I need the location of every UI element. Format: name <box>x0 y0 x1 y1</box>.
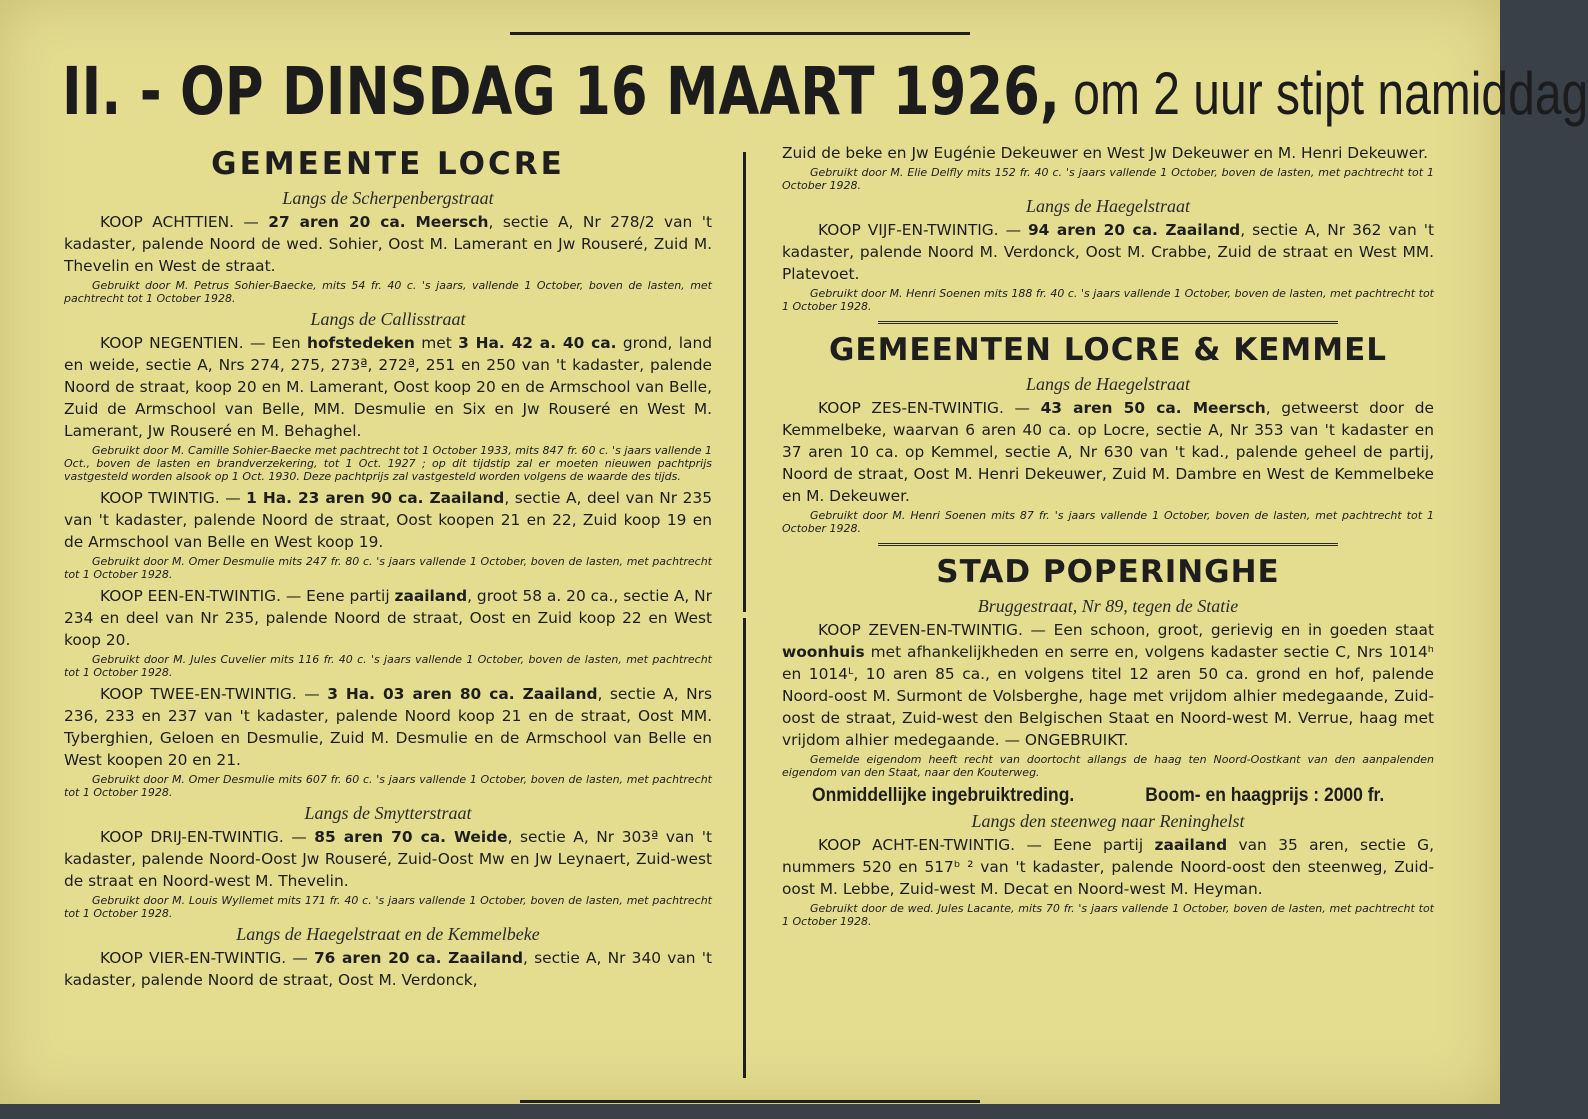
lot-18: KOOP ACHTTIEN. — 27 aren 20 ca. Meersch, sectie A, Nr 278/2 van 't kadaster, palende Noord de wed. Sohier, Oost M. Lamerant en Jw Rouseré, Zuid M. Thevelin en West de straat. <box>64 213 712 275</box>
lot-26: KOOP ZES-EN-TWINTIG. — 43 aren 50 ca. Meersch, getweerst door de Kemmelbeke, waarvan 6 aren 40 ca. op Locre, sectie A, Nr 353 van 't kadaster en 37 aren 10 ca. op Kemmel, sectie A, Nr 630 van 't kad., palende geheel de partij, Noord de straat, Oost M. Henri Dekeuwer, Zuid M. Dambre en West de Kemmelbeke en M. Dekeuwer. <box>782 399 1434 505</box>
section-title-poperinghe: STAD POPERINGHE <box>936 554 1280 590</box>
right-column <box>782 142 1434 932</box>
street-heading: Langs de Smytterstraat <box>304 803 472 823</box>
double-rule <box>878 321 1338 324</box>
lot-28-note: Gebruikt door de wed. Jules Lacante, mits 70 fr. 's jaars vallende 1 October, boven de lasten, met pachtrecht tot 1 October 1928. <box>782 902 1434 928</box>
street-heading: Langs de Haegelstraat <box>1026 374 1190 394</box>
street-heading: Bruggestraat, Nr 89, tegen de Statie <box>977 596 1239 616</box>
lot-20-note: Gebruikt door M. Omer Desmulie mits 247 fr. 80 c. 's jaars vallende 1 October, boven de lasten, met pachtrecht tot 1 October 1928. <box>64 555 712 581</box>
lot-20: KOOP TWINTIG. — 1 Ha. 23 aren 90 ca. Zaailand, sectie A, deel van Nr 235 van 't kadaster, palende Noord de straat, Oost koopen 21 en 22, Zuid koop 19 en de Armschool van Belle en West koop 19. <box>64 489 713 551</box>
lot-19: KOOP NEGENTIEN. — Een hofstedeken met 3 Ha. 42 a. 40 ca. grond, land en weide, sectie A, Nrs 274, 275, 273ª, 272ª, 251 en 250 van 't kadaster, palende Noord de straat, koop 20 en M. Lamerant, Oost koop 20 en de Armschool van Belle, Zuid de Armschool van Belle, MM. Desmulie en Six en Jw Rouseré en West M. Lamerant, Jw Rouseré en M. Behaghel. <box>64 334 713 440</box>
headline-tail: om 2 uur stipt namiddag <box>1059 60 1588 127</box>
lot-25: KOOP VIJF-EN-TWINTIG. — 94 aren 20 ca. Zaailand, sectie A, Nr 362 van 't kadaster, palende Noord M. Verdonck, Oost M. Crabbe, Zuid de straat en West MM. Platevoet. <box>782 221 1434 283</box>
street-heading: Langs de Callisstraat <box>310 309 466 329</box>
terms-line <box>812 785 1384 807</box>
bottom-rule <box>520 1100 980 1103</box>
lot-24-continued: Zuid de beke en Jw Eugénie Dekeuwer en West Jw Dekeuwer en M. Henri Dekeuwer. <box>782 144 1429 162</box>
lot-24: KOOP VIER-EN-TWINTIG. — 76 aren 20 ca. Zaailand, sectie A, Nr 340 van 't kadaster, palende Noord de straat, Oost M. Verdonck, <box>64 949 712 989</box>
terms-right: Boom- en haagprijs : 2000 fr. <box>1145 785 1385 806</box>
lot-21-note: Gebruikt door M. Jules Cuvelier mits 116 fr. 40 c. 's jaars vallende 1 October, boven de lasten, met pachtrecht tot 1 October 1928. <box>64 653 712 679</box>
lot-19-note: Gebruikt door M. Camille Sohier-Baecke met pachtrecht tot 1 October 1933, mits 847 fr. 60 c. 's jaars vallende 1 Oct., boven de lasten en brandverzekering, tot 1 Oct. 1927 ; op dit tijdstip zal er moeten nieuwen pachtprijs vastgesteld worden alsook op 1 Oct. 1930. Deze pachtprijs zal vastgesteld worden volgens de waarde des tijds. <box>64 444 712 483</box>
lot-22: KOOP TWEE-EN-TWINTIG. — 3 Ha. 03 aren 80 ca. Zaailand, sectie A, Nrs 236, 233 en 237 van 't kadaster, palende Noord koop 21 en de straat, Oost MM. Tyberghien, Geloen en Desmulie, Zuid M. Desmulie en de Armschool van Belle en West koopen 20 en 21. <box>64 685 712 769</box>
lot-25-note: Gebruikt door M. Henri Soenen mits 188 fr. 40 c. 's jaars vallende 1 October, boven de lasten, met pachtrecht tot 1 October 1928. <box>782 287 1434 313</box>
lot-18-note: Gebruikt door M. Petrus Sohier-Baecke, mits 54 fr. 40 c. 's jaars, vallende 1 October, boven de lasten, met pachtrecht tot 1 October 1928. <box>64 279 712 305</box>
lot-21: KOOP EEN-EN-TWINTIG. — Eene partij zaailand, groot 58 a. 20 ca., sectie A, Nr 234 en deel van Nr 235, palende Noord de straat, Oost en Zuid koop 22 en West koop 20. <box>64 587 712 649</box>
top-rule <box>510 32 970 35</box>
lot-22-note: Gebruikt door M. Omer Desmulie mits 607 fr. 60 c. 's jaars vallende 1 October, boven de lasten, met pachtrecht tot 1 October 1928. <box>64 773 712 799</box>
double-rule <box>878 543 1338 546</box>
headline <box>62 52 1588 132</box>
lot-23: KOOP DRIJ-EN-TWINTIG. — 85 aren 70 ca. Weide, sectie A, Nr 303ª van 't kadaster, palende Noord-Oost Jw Rouseré, Zuid-Oost Mw en Jw Leynaert, Zuid-west de straat en Noord-west M. Thevelin. <box>64 828 713 890</box>
street-heading: Langs de Haegelstraat <box>1026 196 1190 216</box>
headline-main: II. - OP DINSDAG 16 MAART 1926, <box>62 53 1060 130</box>
lot-27: KOOP ZEVEN-EN-TWINTIG. — Een schoon, groot, gerievig en in goeden staat woonhuis met afhankelijkheden en serre en, volgens kadaster sectie C, Nrs 1014ʰ en 1014ᴸ, 10 aren 85 ca., en volgens titel 12 aren 50 ca. grond en hof, palende Noord-oost M. Surmont de Volsberghe, hage met vrijdom alhier medegaande, Zuid-oost de straat, Zuid-west den Belgischen Staat en Noord-west M. Verrue, haag met vrijdom alhier medegaande. — ONGEBRUIKT. <box>782 621 1434 749</box>
street-heading: Langs den steenweg naar Reninghelst <box>971 811 1245 831</box>
column-divider-upper <box>743 152 746 612</box>
section-title-locre: GEMEENTE LOCRE <box>211 146 565 182</box>
lot-24-note: Gebruikt door M. Elie Delfly mits 152 fr. 40 c. 's jaars vallende 1 October, boven de lasten, met pachtrecht tot 1 October 1928. <box>782 166 1434 192</box>
lot-27-note: Gemelde eigendom heeft recht van doortocht allangs de haag ten Noord-Oostkant van den aanpalenden eigendom van den Staat, naar den Kouterweg. <box>782 753 1434 779</box>
lot-23-note: Gebruikt door M. Louis Wyllemet mits 171 fr. 40 c. 's jaars vallende 1 October, boven de lasten, met pachtrecht tot 1 October 1928. <box>64 894 712 920</box>
left-column <box>64 140 712 991</box>
column-divider-lower <box>743 618 746 1078</box>
street-heading: Langs de Haegelstraat en de Kemmelbeke <box>236 924 540 944</box>
lot-26-note: Gebruikt door M. Henri Soenen mits 87 fr. 's jaars vallende 1 October, boven de lasten, met pachtrecht tot 1 October 1928. <box>782 509 1434 535</box>
terms-left: Onmiddellijke ingebruiktreding. <box>812 785 1075 806</box>
street-heading: Langs de Scherpenbergstraat <box>282 188 494 208</box>
section-title-locre-kemmel: GEMEENTEN LOCRE & KEMMEL <box>828 332 1388 368</box>
lot-28: KOOP ACHT-EN-TWINTIG. — Eene partij zaailand van 35 aren, sectie G, nummers 520 en 517ᵇ ² van 't kadaster, palende Noord-oost den steenweg, Zuid-oost M. Lebbe, Zuid-west M. Decat en Noord-west M. Heyman. <box>782 836 1434 898</box>
